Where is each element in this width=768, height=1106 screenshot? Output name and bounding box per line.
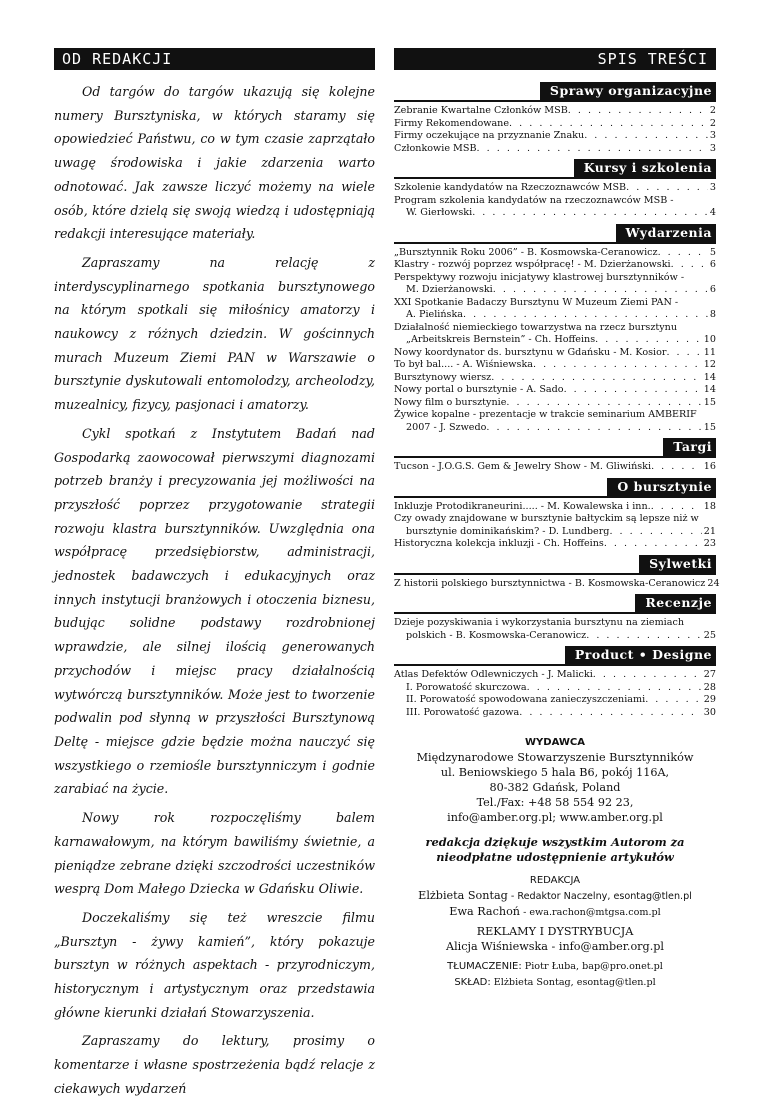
toc-entry-title: „Bursztynnik Roku 2006” - <box>394 246 528 258</box>
thanks-note: redakcja dziękuje wszystkim Autorom za nieodpłatne udostępnienie artykułów <box>425 835 685 864</box>
toc-entry-author: M. Dzierżanowski <box>583 259 671 270</box>
leader-dots <box>527 682 702 695</box>
editorial-text <box>54 80 375 1101</box>
editorial-paragraph: Cykl spotkań z Instytutem Badań nad Gospodarką zaowocował pierwszymi diagnozami potrzeb branży i precyzowania jej możliwości na przyszłość poprzez przygotowanie strategii rozwoju klastra bursztynników. Uwzględnia ona współpracę przedsiębiorstw, administracji, jednostek badawczych i edukacyjnych oraz innych instytucji branżowych i otoczenia biznesu, budując solidne podstawy rozdrobnionej wprawdzie, ale silnej ilością generowanych przychodów i miejsc pracy działalnością wytwórczą bursztynników. Może jest to tworzenie podwalin pod słynną w przyszłości Bursztynową Deltę - miejsce gdzie będzie można nauczyć się wszystkiego o rzemiośle bursztynniczym i godnie zarabiać na życie. <box>54 425 375 797</box>
toc-entry-page: 5 <box>709 246 716 258</box>
leader-dots <box>491 372 702 385</box>
editor-line <box>394 888 716 904</box>
toc-section-title: Product • Designe <box>565 646 716 664</box>
typeset-line <box>394 974 716 990</box>
toc-entry-page: 14 <box>703 384 716 395</box>
toc-entry[interactable] <box>394 526 716 539</box>
editorial-label: REDAKCJA <box>529 875 581 886</box>
toc-section-header <box>394 555 716 575</box>
leader-dots <box>645 694 702 707</box>
toc-entry-title: Nowy koordynator ds. bursztynu w Gdańsku - <box>394 346 620 358</box>
toc-entry[interactable] <box>394 707 716 720</box>
ads-label: REKLAMY I DYSTRYBUCJA <box>476 925 634 938</box>
toc-section <box>394 594 716 646</box>
toc-entry-page: 6 <box>709 259 716 270</box>
editorial-paragraph: Od targów do targów ukazują się kolejne numery Bursztyniska, w których staramy się opowiedzieć Państwu, co w tym czasie zaprzątało uwagę środowiska i jakie zdarzenia warto odnotować. Jak zawsze liczyć możemy na wiele osób, które dzielą się swoją wiedzą i udostępniają redakcji interesujące materiały. <box>54 84 375 242</box>
toc-entry-page: 3 <box>709 182 716 193</box>
toc-section-title: Sylwetki <box>639 555 716 573</box>
toc-entry-page: 2 <box>709 117 716 129</box>
toc-section-title: Kursy i szkolenia <box>574 159 716 177</box>
leader-dots <box>658 247 708 260</box>
toc-entry-author: W. Gierłowski <box>406 207 473 218</box>
toc-entry-lead[interactable]: Perspektywy rozwoju inicjatywy klastrowej bursztynników - <box>394 271 685 283</box>
toc-entry-lead[interactable]: Czy owady znajdowane w bursztynie bałtyckim są lepsze niż w <box>394 513 699 524</box>
toc-entry-author: J. Szwedo <box>439 421 487 433</box>
toc-entry-title: Bursztynowy wiersz <box>394 371 492 383</box>
toc-section-title: Sprawy organizacyjne <box>540 82 716 100</box>
toc-entry[interactable] <box>394 207 716 220</box>
editor2-contact[interactable]: - ewa.rachon@mtgsa.com.pl <box>520 907 661 918</box>
leader-dots <box>486 422 701 435</box>
leader-dots <box>477 143 708 156</box>
toc-entry-title: Klastry - rozwój poprzez współpracę! - <box>394 259 584 270</box>
toc-entry-title: „Arbeitskreis Bernstein” - <box>406 334 535 345</box>
ads-line[interactable]: Alicja Wiśniewska - info@amber.org.pl <box>445 940 664 953</box>
toc-entry-page: 30 <box>703 706 716 718</box>
toc-entry-page: 4 <box>709 207 716 218</box>
toc-section-header <box>394 159 716 179</box>
toc-entry[interactable] <box>394 334 716 347</box>
toc-entry-title: I. Porowatość skurczowa <box>406 681 527 693</box>
table-of-contents <box>394 82 720 723</box>
toc-entry-page: 25 <box>703 629 716 641</box>
toc-entry[interactable] <box>394 247 716 260</box>
toc-entry-author: M. Gliwiński <box>590 461 652 472</box>
toc-entry-title: Członkowie MSB <box>394 142 477 154</box>
toc-entry[interactable] <box>394 682 716 695</box>
toc-entry-title: Inkluzje Protodikraneurini..... - <box>394 500 548 512</box>
toc-entry[interactable] <box>394 182 716 195</box>
toc-entry-author: B. Kosmowska-Ceranowicz <box>527 246 658 258</box>
editorial-paragraph: Doczekaliśmy się też wreszcie filmu „Bursztyn - żywy kamień”, który pokazuje bursztyn w różnych aspektach - przyrodniczym, historycznym i artystycznym oraz przedstawia główne kierunki działań Stowarzyszenia. <box>54 909 375 1020</box>
leader-dots <box>493 284 708 297</box>
toc-section-header <box>394 594 716 614</box>
toc-entry-author: D. Lundberg <box>548 525 610 537</box>
toc-entry[interactable] <box>394 130 716 143</box>
toc-section-header <box>394 438 716 458</box>
leader-dots <box>651 501 702 514</box>
toc-entry-page: 29 <box>703 694 716 705</box>
toc-entry[interactable] <box>394 143 716 156</box>
translation-label: TŁUMACZENIE: <box>447 961 522 972</box>
toc-entry-title: Tucson - J.O.G.S. Gem & Jewelry Show - <box>394 461 591 472</box>
toc-entry[interactable] <box>394 372 716 385</box>
leader-dots <box>519 707 702 720</box>
editor2-line <box>394 904 716 920</box>
toc-entry-page: 28 <box>703 681 716 693</box>
toc-section-title: O bursztynie <box>607 478 716 496</box>
toc-entry-lead[interactable]: Program szkolenia kandydatów na rzeczoznawców MSB - <box>394 194 674 206</box>
toc-entry-title: Zebranie Kwartalne Członków MSB <box>394 105 568 116</box>
toc-entry-page: 6 <box>709 284 716 295</box>
toc-entry-page: 21 <box>703 525 716 537</box>
toc-entry-lead[interactable]: Dzieje pozyskiwania i wykorzystania bursztynu na ziemiach <box>394 617 685 628</box>
toc-entry-page: 24 <box>707 577 720 589</box>
toc-entry-title: To był bal.... - <box>394 359 463 370</box>
leader-dots <box>609 526 701 539</box>
leader-dots <box>533 359 702 372</box>
publisher-line: 80-382 Gdańsk, Poland <box>489 781 621 794</box>
leader-dots <box>586 630 702 643</box>
toc-entry[interactable] <box>394 284 716 297</box>
typeset-label: SKŁAD: <box>454 977 491 988</box>
leader-dots <box>568 105 708 118</box>
toc-entry-page: 15 <box>703 421 716 433</box>
toc-entry[interactable] <box>394 397 716 410</box>
toc-section <box>394 224 716 439</box>
toc-column <box>394 48 720 990</box>
toc-entry[interactable] <box>394 461 716 474</box>
leader-dots <box>564 384 702 397</box>
toc-entry-author: Ch. Hoffeins <box>534 334 596 345</box>
toc-section <box>394 478 716 555</box>
leader-dots <box>472 207 708 220</box>
leader-dots <box>604 538 702 551</box>
translation-value[interactable]: Piotr Łuba, bap@pro.onet.pl <box>521 961 663 972</box>
toc-entry[interactable] <box>394 422 716 435</box>
credits <box>394 735 716 990</box>
editor-role[interactable]: - Redaktor Naczelny, esontag@tlen.pl <box>507 891 692 902</box>
leader-dots <box>626 182 708 195</box>
toc-entry-author: J. Malicki <box>547 669 593 680</box>
toc-entry-lead[interactable]: XXI Spotkanie Badaczy Bursztynu W Muzeum Ziemi PAN - <box>394 296 679 308</box>
toc-entry[interactable] <box>394 309 716 322</box>
publisher-label: WYDAWCA <box>525 737 585 748</box>
publisher-line: Międzynarodowe Stowarzyszenie Bursztynników <box>416 751 694 764</box>
editorial-paragraph: Zapraszamy do lektury, prosimy o komentarze i własne spostrzeżenia bądź relacje z ciekawych wydarzeń <box>54 1033 375 1096</box>
toc-entry-page: 3 <box>709 142 716 154</box>
toc-entry[interactable] <box>394 118 716 131</box>
toc-entry-author: M. Dzierżanowski <box>406 284 493 295</box>
toc-section-header <box>394 478 716 498</box>
toc-entry-page: 18 <box>703 500 716 512</box>
toc-entry[interactable] <box>394 384 716 397</box>
toc-entry-page: 16 <box>703 461 716 472</box>
toc-entry-author: M. Kowalewska i inn. <box>547 500 651 512</box>
toc-entry-page: 10 <box>703 334 716 345</box>
toc-entry-title: Historyczna kolekcja inkluzji - <box>394 538 544 549</box>
toc-entry-page: 12 <box>703 359 716 370</box>
editor2-name: Ewa Rachoń <box>449 905 521 918</box>
toc-entry-page: 8 <box>709 309 716 320</box>
toc-entry-lead[interactable]: Żywice kopalne - prezentacje w trakcie seminarium AMBERIF <box>394 409 697 420</box>
leader-dots <box>671 259 708 272</box>
toc-entry-page: 11 <box>703 346 716 358</box>
toc-entry[interactable] <box>394 577 720 591</box>
toc-entry-page: 15 <box>703 396 716 408</box>
leader-dots <box>509 118 708 131</box>
toc-entry-lead[interactable]: Działalność niemieckiego towarzystwa na rzecz bursztynu <box>394 321 678 333</box>
toc-banner: SPIS TREŚCI <box>394 48 716 70</box>
toc-entry-title: II. Porowatość spowodowana zanieczyszczeniami <box>406 694 646 705</box>
toc-entry-title: Z historii polskiego bursztynnictwa - <box>394 577 575 589</box>
toc-entry[interactable] <box>394 669 716 682</box>
translation-line <box>394 958 716 974</box>
toc-entry-title: polskich - <box>406 629 456 641</box>
toc-section <box>394 438 716 478</box>
toc-section-header <box>394 646 716 666</box>
toc-section <box>394 646 716 723</box>
toc-entry-author: B. Kosmowska-Ceranowicz <box>574 577 706 589</box>
leader-dots <box>463 309 708 322</box>
toc-entry[interactable] <box>394 538 716 551</box>
toc-entry-author: Ch. Hoffeins <box>543 538 604 549</box>
toc-entry-title: Atlas Defektów Odlewniczych - <box>394 669 548 680</box>
editorial-paragraph: Nowy rok rozpoczęliśmy balem karnawałowym, na którym bawiliśmy świetnie, a pieniądze zebrane dzięki szczodrości uczestników wesprą Dom Małego Dziecka w Gdańsku Oliwie. <box>54 810 375 897</box>
toc-entry-title: 2007 - <box>406 421 440 433</box>
leader-dots <box>651 461 702 474</box>
editorial-column <box>54 48 375 1106</box>
toc-entry[interactable] <box>394 347 716 360</box>
toc-section-header <box>394 224 716 244</box>
toc-entry-page: 23 <box>703 538 716 549</box>
toc-entry[interactable] <box>394 259 716 272</box>
toc-entry[interactable] <box>394 105 716 118</box>
toc-section <box>394 82 716 159</box>
toc-section <box>394 555 720 595</box>
editor-name: Elżbieta Sontag <box>418 889 508 902</box>
leader-dots <box>666 347 701 360</box>
publisher-line[interactable]: info@amber.org.pl; www.amber.org.pl <box>447 811 663 824</box>
toc-section-header <box>394 82 716 102</box>
toc-section <box>394 159 716 224</box>
toc-entry-author: A. Pielińska <box>406 309 464 320</box>
leader-dots <box>595 334 702 347</box>
publisher-line: ul. Beniowskiego 5 hala B6, pokój 116A, <box>440 766 670 779</box>
toc-entry-title: Nowy portal o bursztynie - <box>394 384 527 395</box>
toc-entry[interactable] <box>394 694 716 707</box>
toc-entry-title: Nowy film o bursztynie <box>394 396 507 408</box>
toc-entry[interactable] <box>394 501 716 514</box>
toc-entry-page: 27 <box>703 669 716 680</box>
toc-entry-author: B. Kosmowska-Ceranowicz <box>455 629 587 641</box>
toc-entry-page: 3 <box>709 130 716 141</box>
toc-entry-author: A. Sado <box>526 384 564 395</box>
editorial-banner: OD REDAKCJI <box>54 48 375 70</box>
toc-entry-title: bursztynie dominikańskim? - <box>406 525 549 537</box>
toc-section-title: Wydarzenia <box>616 224 716 242</box>
toc-entry-page: 14 <box>703 371 716 383</box>
leader-dots <box>584 130 708 143</box>
publisher-line: Tel./Fax: +48 58 554 92 23, <box>476 796 634 809</box>
leader-dots <box>593 669 702 682</box>
toc-entry-page: 2 <box>709 105 716 116</box>
typeset-value[interactable]: Elżbieta Sontag, esontag@tlen.pl <box>490 977 656 988</box>
toc-entry-title: Firmy Rekomendowane <box>394 117 510 129</box>
toc-entry-title: Firmy oczekujące na przyznanie Znaku <box>394 130 585 141</box>
toc-entry[interactable] <box>394 630 716 643</box>
toc-section-title: Recenzje <box>635 594 716 612</box>
toc-section-title: Targi <box>663 438 716 456</box>
toc-entry-title: Szkolenie kandydatów na Rzeczoznawców MSB <box>394 182 627 193</box>
toc-entry-author: A. Wiśniewska <box>462 359 533 370</box>
toc-entry-title: III. Porowatość gazowa <box>406 706 520 718</box>
toc-entry[interactable] <box>394 359 716 372</box>
toc-entry-author: M. Kosior <box>619 346 667 358</box>
editorial-paragraph: Zapraszamy na relację z interdyscyplinarnego spotkania bursztynowego na którym spotkali się miłośnicy amatorzy i naukowcy z różnych dziedzin. W gościnnych murach Muzeum Ziemi PAN w Warszawie o bursztynie dyskutowali entomolodzy, archeolodzy, muzealnicy, fizycy, pasjonaci i amatorzy. <box>54 254 375 413</box>
leader-dots <box>506 397 701 410</box>
